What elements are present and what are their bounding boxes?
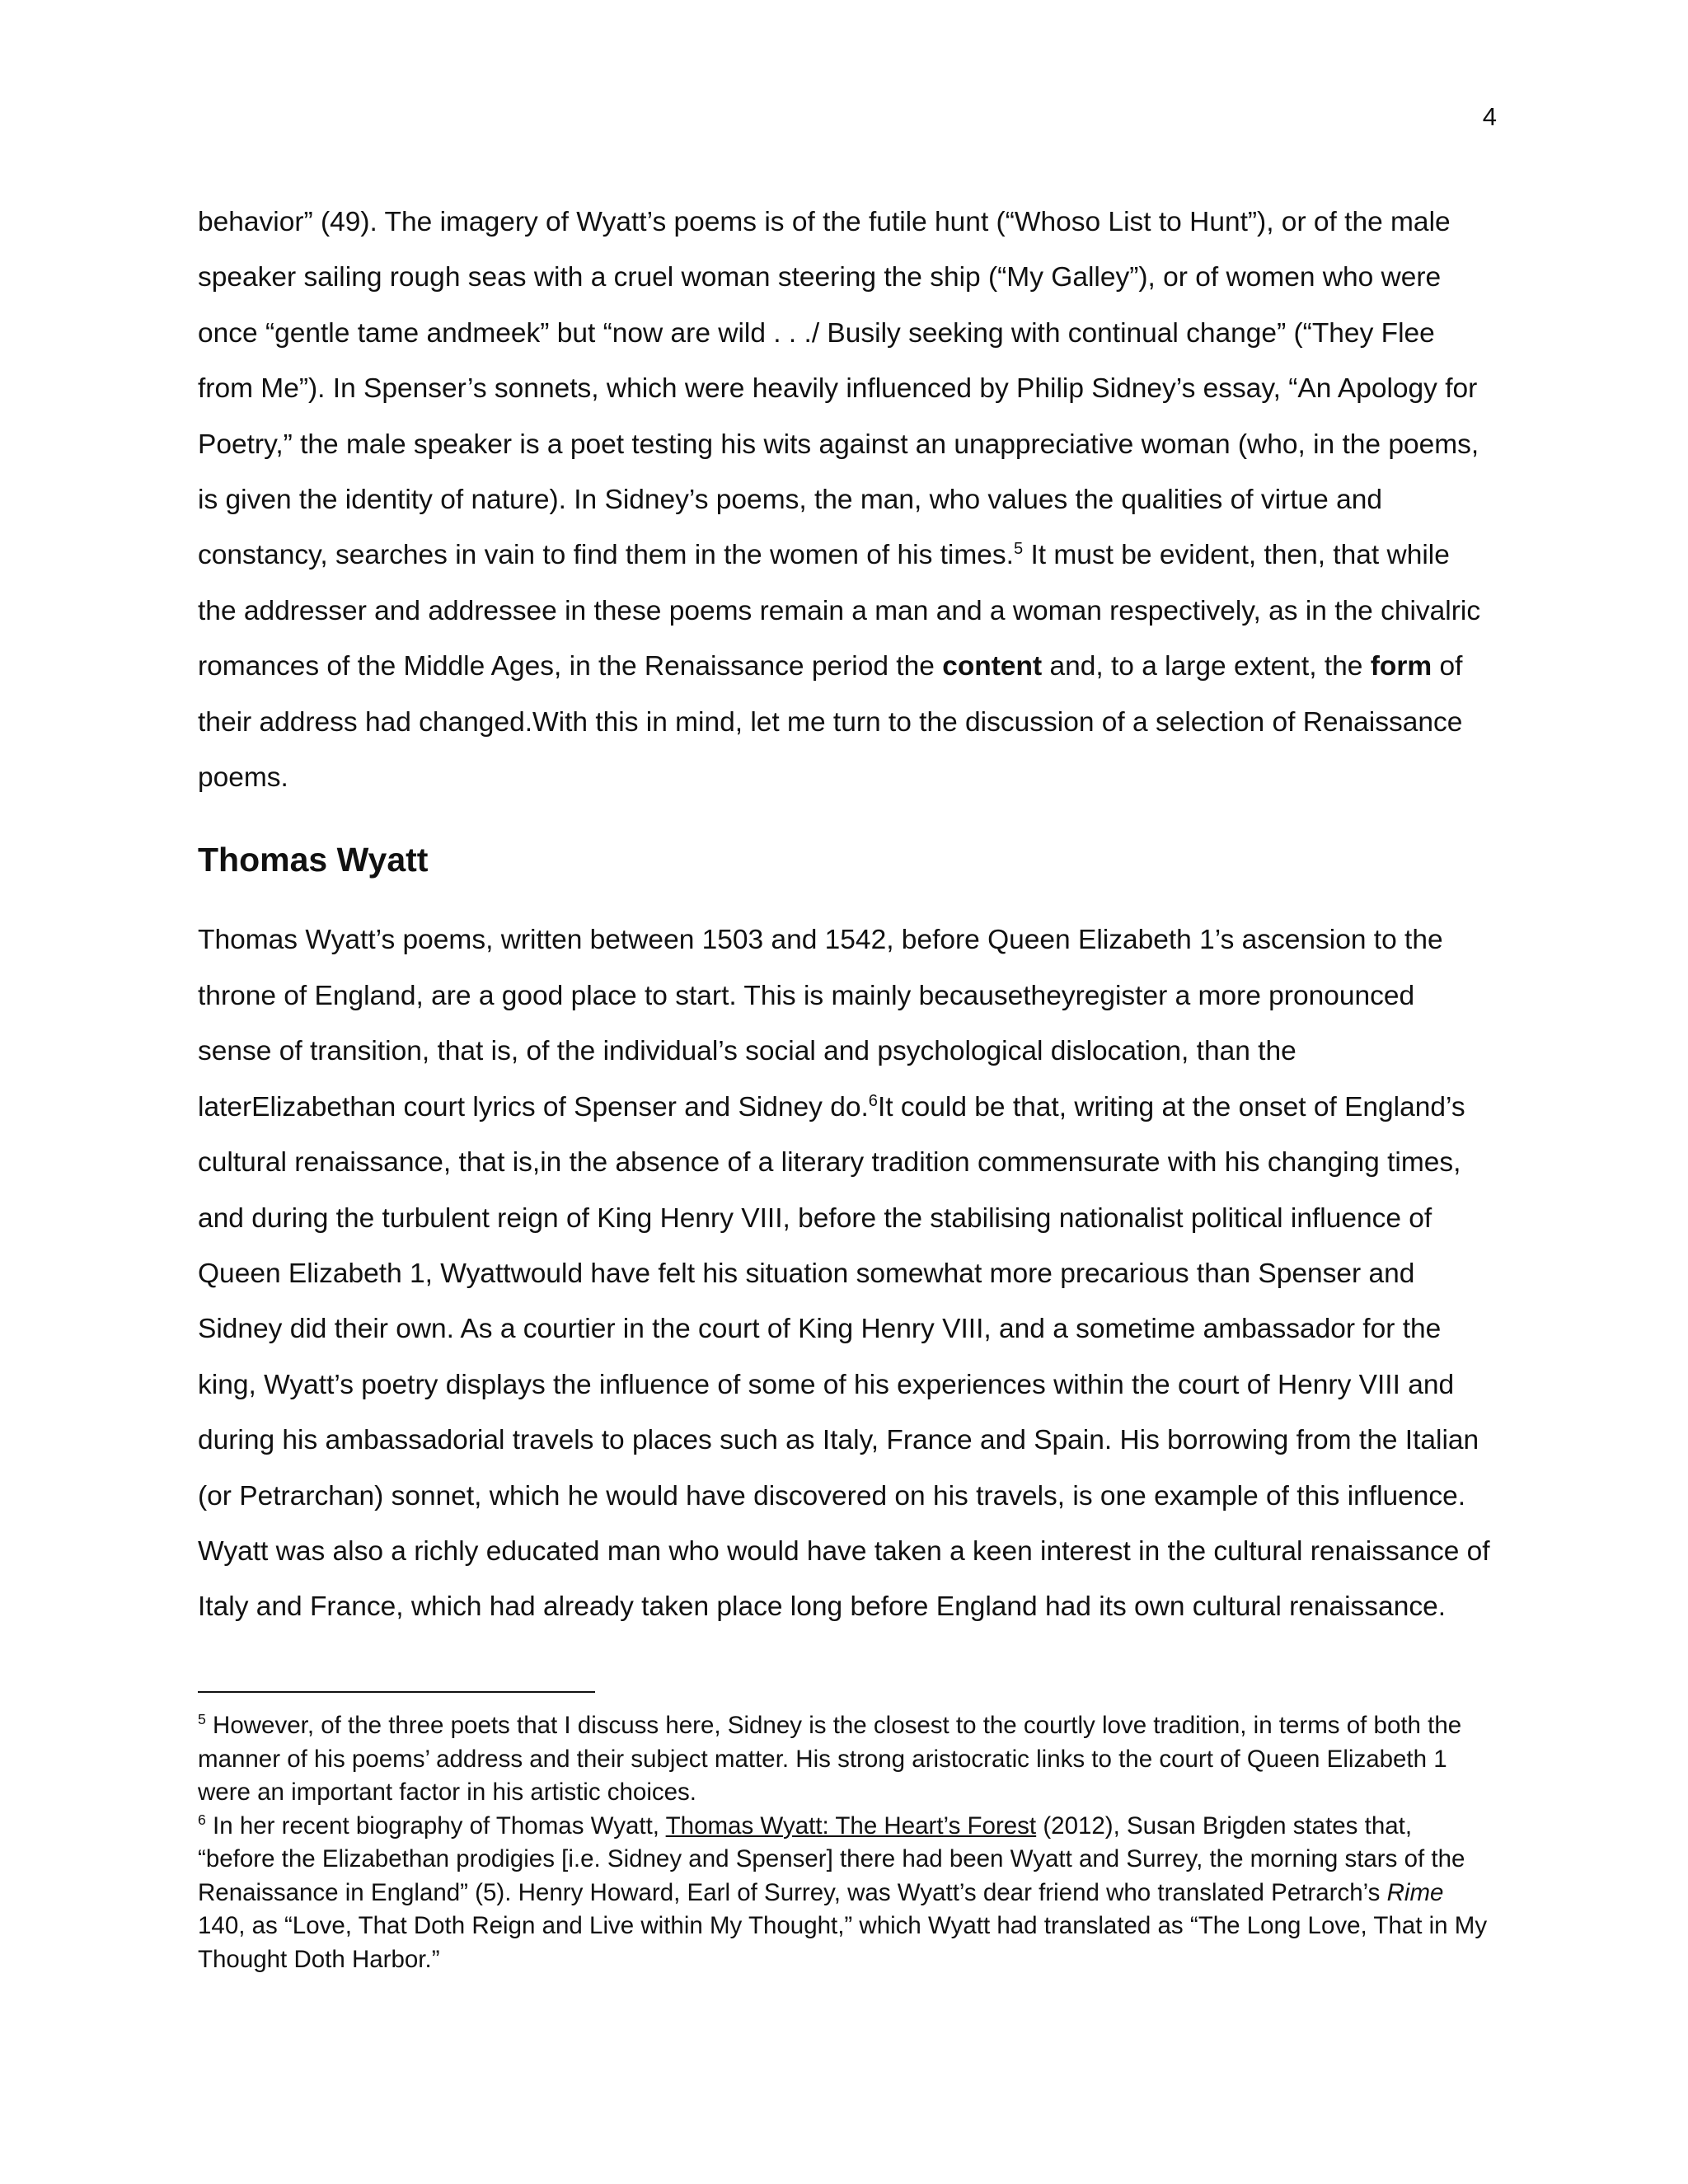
para1-text-1: behavior” (49). The imagery of Wyatt’s poems is of the futile hunt (“Whoso List to Hunt”), or of the male speaker sailing rough seas with a cruel woman steering the ship (“My Galley”), or of women who were once “gentle tame andmeek” but “now are wild . . ./ Busily seeking with continual change” (“They Flee from Me”). In Spenser’s sonnets, which were heavily influenced by Philip Sidney’s essay, “An Apology for Poetry,” the male speaker is a poet testing his wits against an unappreciative woman (who, in the poems, is given the identity of nature). In Sidney’s poems, the man, who values the qualities of virtue and constancy, searches in vain to find them in the women of his times. (198, 207, 1479, 571)
footnote-divider (198, 1691, 595, 1693)
book-title: Thomas Wyatt: The Heart’s Forest (665, 1811, 1037, 1840)
para2-text-2: It could be that, writing at the onset of England’s cultural renaissance, that is,in the absence of a literary tradition commensurate with his changing times, and during the turbulent reign of King Henry VIII, before the stabilising nationalist political influence of Queen Elizabeth 1, Wyattwould have felt his situation somewhat more precarious than Spenser and Sidney did their own. As a courtier in the court of King Henry VIII, and a sometime ambassador for the king, Wyatt’s poetry displays the influence of some of his experiences within the court of Henry VIII and during his ambassadorial travels to places such as Italy, France and Spain. His borrowing from the Italian (or Petrarchan) sonnet, which he would have discovered on his travels, is one example of this influence. Wyatt was also a richly educated man who would have taken a keen interest in the cultural renaissance of Italy and France, which had already taken place long before England had its own cultural renaissance. (198, 1091, 1490, 1623)
body-text (198, 194, 1490, 1635)
paragraph-wyatt (198, 912, 1490, 1634)
footnote-6-text-2: (2012), Susan Brigden states that, “before the Elizabethan prodigies [i.e. Sidney and Spenser] there had been Wyatt and Surrey, the morning stars of the Renaissance in England” (5). Henry Howard, Earl of Surrey, was Wyatt’s dear friend who translated Petrarch’s (198, 1811, 1465, 1906)
section-heading: Thomas Wyatt (198, 841, 429, 879)
footnote-6-text-1: In her recent biography of Thomas Wyatt, (205, 1811, 666, 1840)
footnote-5 (198, 1709, 1490, 1810)
para1-text-2: It must be evident, then, that while the addresser and addressee in these poems remain a man and a woman respectively, as in the chivalric romances of the Middle Ages, in the Renaissance period the (198, 540, 1481, 682)
footnotes (198, 1709, 1490, 1976)
para1-text-3: and, to a large extent, the (1042, 651, 1371, 682)
para1-text-4: of their address had changed.With this in mind, let me turn to the discussion of a selection of Renaissance poems. (198, 651, 1463, 794)
footnote-6-text-3: 140, as “Love, That Doth Reign and Live within My Thought,” which Wyatt had translated as “The Long Love, That in My Thought Doth Harbor.” (198, 1912, 1488, 1973)
bold-content: content (942, 651, 1043, 682)
footnote-6 (198, 1810, 1490, 1977)
bold-form: form (1370, 651, 1432, 682)
rime-title: Rime (1386, 1878, 1444, 1906)
footnote-ref-5[interactable]: 5 (1013, 540, 1024, 559)
para2-text-1: Thomas Wyatt’s poems, written between 1503 and 1542, before Queen Elizabeth 1’s ascension to the throne of England, are a good place to start. This is mainly becausetheyregister a more pronounced sense of transition, that is, of the individual’s social and psychological dislocation, than the laterElizabethan court lyrics of Spenser and Sidney do. (198, 925, 1443, 1122)
footnote-mark-6: 6 (198, 1811, 206, 1828)
footnote-ref-6[interactable]: 6 (868, 1091, 878, 1110)
footnote-mark-5: 5 (198, 1711, 206, 1728)
paragraph-intro (198, 194, 1490, 805)
page-number: 4 (1482, 102, 1497, 131)
footnote-5-text: However, of the three poets that I discuss here, Sidney is the closest to the courtly love tradition, in terms of both the manner of his poems’ address and their subject matter. His strong aristocratic links to the court of Queen Elizabeth 1 were an important factor in his artistic choices. (198, 1712, 1462, 1806)
